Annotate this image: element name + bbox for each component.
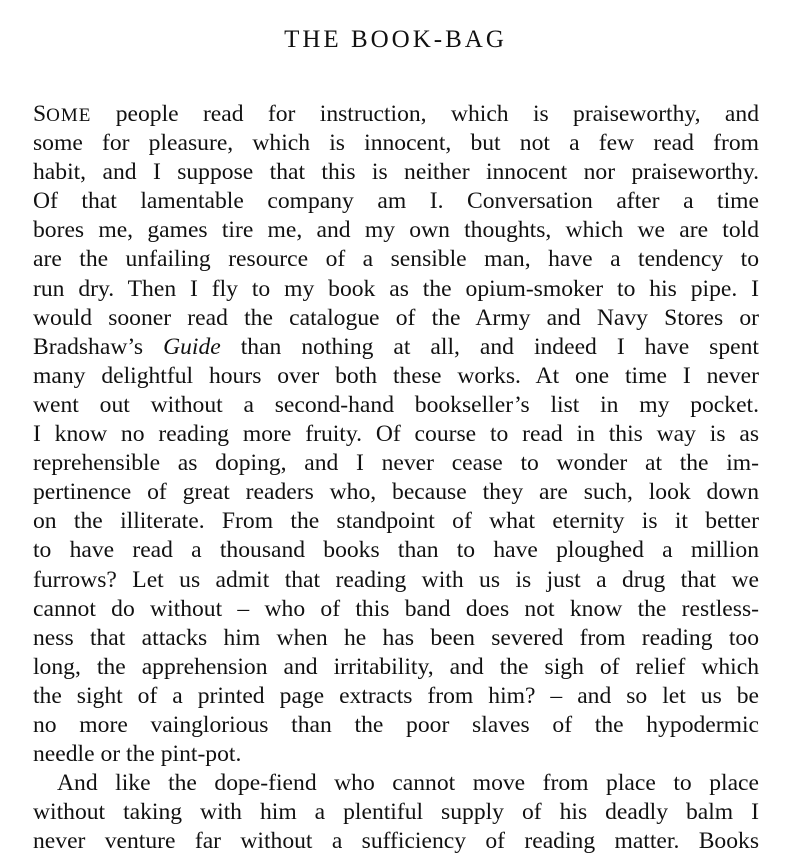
text-line: the sight of a printed page extracts from him? – and so let us be	[33, 682, 759, 709]
text-line: reprehensible as doping, and I never cease to wonder at the im-	[33, 450, 759, 477]
body-text	[33, 100, 759, 856]
drop-initial: S	[33, 101, 47, 127]
text-line: I know no reading more fruity. Of course to read in this way is as	[33, 421, 759, 448]
text-line	[33, 333, 759, 362]
italic-title: Guide	[163, 333, 221, 360]
text-line: went out without a second-hand bookseller’s list in my pocket.	[33, 391, 759, 418]
text-line: needle or the pint-pot.	[33, 741, 242, 768]
text-line: run dry. Then I fly to my book as the opium-smoker to his pipe. I	[33, 275, 759, 302]
text-line	[33, 100, 759, 129]
text-segment: than nothing at all, and indeed I have spent	[220, 333, 759, 360]
text-line: cannot do without – who of this band does not know the restless-	[33, 595, 759, 622]
text-line: to have read a thousand books than to have ploughed a million	[33, 537, 759, 564]
text-line-rest: people read for instruction, which is praiseworthy, and	[91, 101, 759, 127]
text-line: bores me, games tire me, and my own thoughts, which we are told	[33, 217, 759, 244]
text-line: are the unfailing resource of a sensible man, have a tendency to	[33, 246, 759, 273]
text-line: on the illiterate. From the standpoint of what eternity is it better	[33, 508, 759, 535]
text-line: long, the apprehension and irritability, and the sigh of relief which	[33, 653, 759, 680]
text-line: Of that lamentable company am I. Conversation after a time	[33, 188, 759, 215]
text-line: without taking with him a plentiful supply of his deadly balm I	[33, 799, 759, 826]
text-line: habit, and I suppose that this is neither innocent nor praiseworthy.	[33, 159, 759, 186]
text-line: no more vainglorious than the poor slaves of the hypodermic	[33, 711, 759, 738]
small-caps-opening: OME	[46, 105, 92, 126]
text-line: some for pleasure, which is innocent, but not a few read from	[33, 130, 759, 157]
text-line: ness that attacks him when he has been severed from reading too	[33, 624, 759, 651]
text-line: pertinence of great readers who, because they are such, look down	[33, 479, 759, 506]
text-line: would sooner read the catalogue of the Army and Navy Stores or	[33, 304, 759, 331]
page-title: THE BOOK-BAG	[284, 26, 507, 53]
text-line: never venture far without a sufficiency of reading matter. Books	[33, 828, 759, 855]
text-line: many delightful hours over both these works. At one time I never	[33, 362, 759, 389]
text-line: And like the dope-fiend who cannot move from place to place	[57, 770, 759, 797]
text-line: furrows? Let us admit that reading with us is just a drug that we	[33, 566, 759, 593]
text-segment: Bradshaw’s	[33, 333, 164, 360]
